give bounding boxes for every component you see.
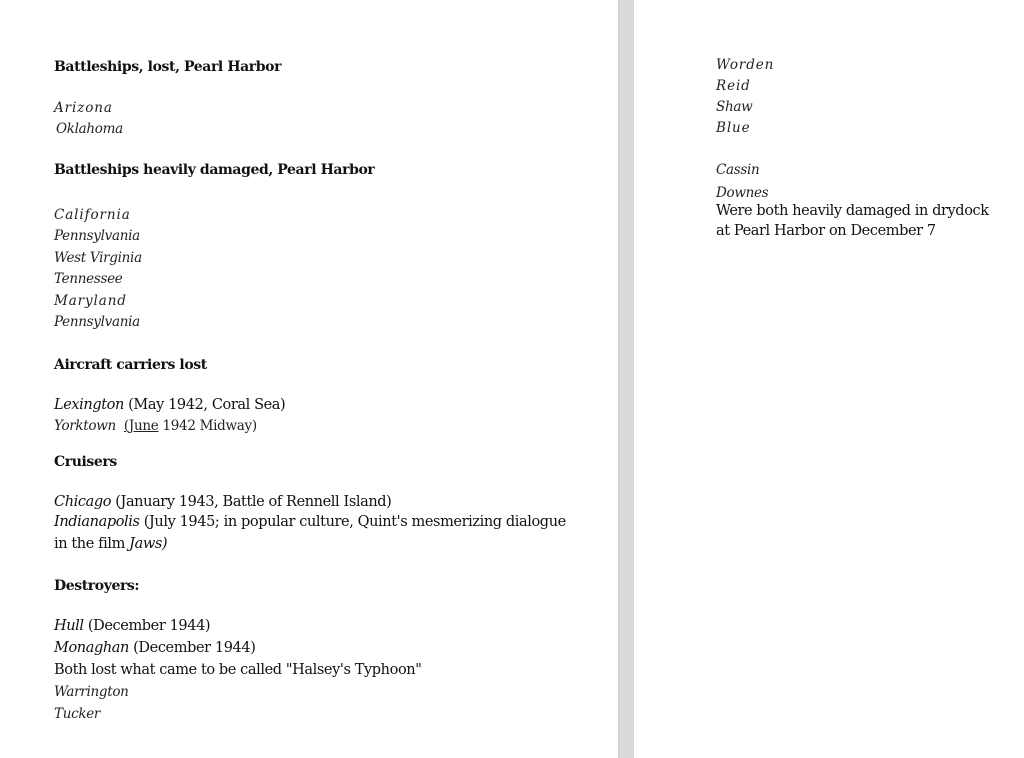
right-page: [634, 0, 1024, 758]
destroyer-monaghan-line: [54, 640, 255, 656]
carrier-yorktown-line: [54, 418, 257, 434]
destroyer-monaghan-note: (December 1944): [128, 640, 256, 656]
ship-west-virginia: West Virginia: [54, 250, 142, 266]
heading-destroyers: Destroyers:: [54, 578, 140, 594]
carrier-yorktown-name: Yorktown: [54, 418, 116, 434]
carrier-lexington-name: Lexington: [54, 397, 124, 413]
ship-pennsylvania-2: Pennsylvania: [54, 314, 140, 330]
cruiser-indianapolis-line: [54, 514, 566, 530]
drydock-note-line-2: at Pearl Harbor on December 7: [716, 223, 936, 239]
film-jaws: Jaws): [129, 536, 168, 552]
ship-pennsylvania: Pennsylvania: [54, 228, 140, 244]
cruiser-chicago-line: [54, 494, 391, 510]
typhoon-note: Both lost what came to be called "Halsey's Typhoon": [54, 662, 422, 678]
ship-maryland: Maryland: [54, 293, 127, 309]
ship-blue: Blue: [716, 120, 751, 136]
cruiser-indianapolis-cont-text: in the film: [54, 536, 130, 552]
cruiser-chicago-note: (January 1943, Battle of Rennell Island): [111, 494, 392, 510]
ship-tennessee: Tennessee: [54, 271, 123, 287]
ship-california: California: [54, 207, 131, 223]
cruiser-indianapolis-name: Indianapolis: [54, 514, 140, 530]
carrier-yorktown-note-open: (June: [123, 418, 159, 434]
heading-aircraft-carriers: Aircraft carriers lost: [54, 357, 207, 373]
ship-downes: Downes: [716, 185, 769, 201]
cruiser-indianapolis-cont: [54, 536, 167, 552]
cruiser-chicago-name: Chicago: [54, 494, 112, 510]
ship-worden: Worden: [716, 57, 775, 73]
heading-battleships-lost: Battleships, lost, Pearl Harbor: [54, 59, 282, 75]
carrier-lexington-note: (May 1942, Coral Sea): [123, 397, 286, 413]
destroyer-hull-name: Hull: [54, 618, 84, 634]
destroyer-warrington: Warrington: [54, 684, 129, 700]
ship-oklahoma: Oklahoma: [56, 121, 123, 137]
destroyer-monaghan-name: Monaghan: [54, 640, 129, 656]
destroyer-tucker: Tucker: [54, 706, 101, 722]
ship-arizona: Arizona: [54, 100, 113, 116]
carrier-lexington-line: [54, 397, 285, 413]
drydock-note-line-1: Were both heavily damaged in drydock: [716, 203, 989, 219]
ship-cassin: Cassin: [716, 162, 760, 178]
ship-reid: Reid: [716, 78, 751, 94]
destroyer-hull-note: (December 1944): [83, 618, 211, 634]
carrier-yorktown-note-rest: 1942 Midway): [158, 418, 257, 434]
heading-battleships-damaged: Battleships heavily damaged, Pearl Harbor: [54, 162, 375, 178]
heading-cruisers: Cruisers: [54, 454, 117, 470]
ship-shaw: Shaw: [716, 99, 753, 115]
destroyer-hull-line: [54, 618, 210, 634]
cruiser-indianapolis-note: (July 1945; in popular culture, Quint's mesmerizing dialogue: [139, 514, 566, 530]
